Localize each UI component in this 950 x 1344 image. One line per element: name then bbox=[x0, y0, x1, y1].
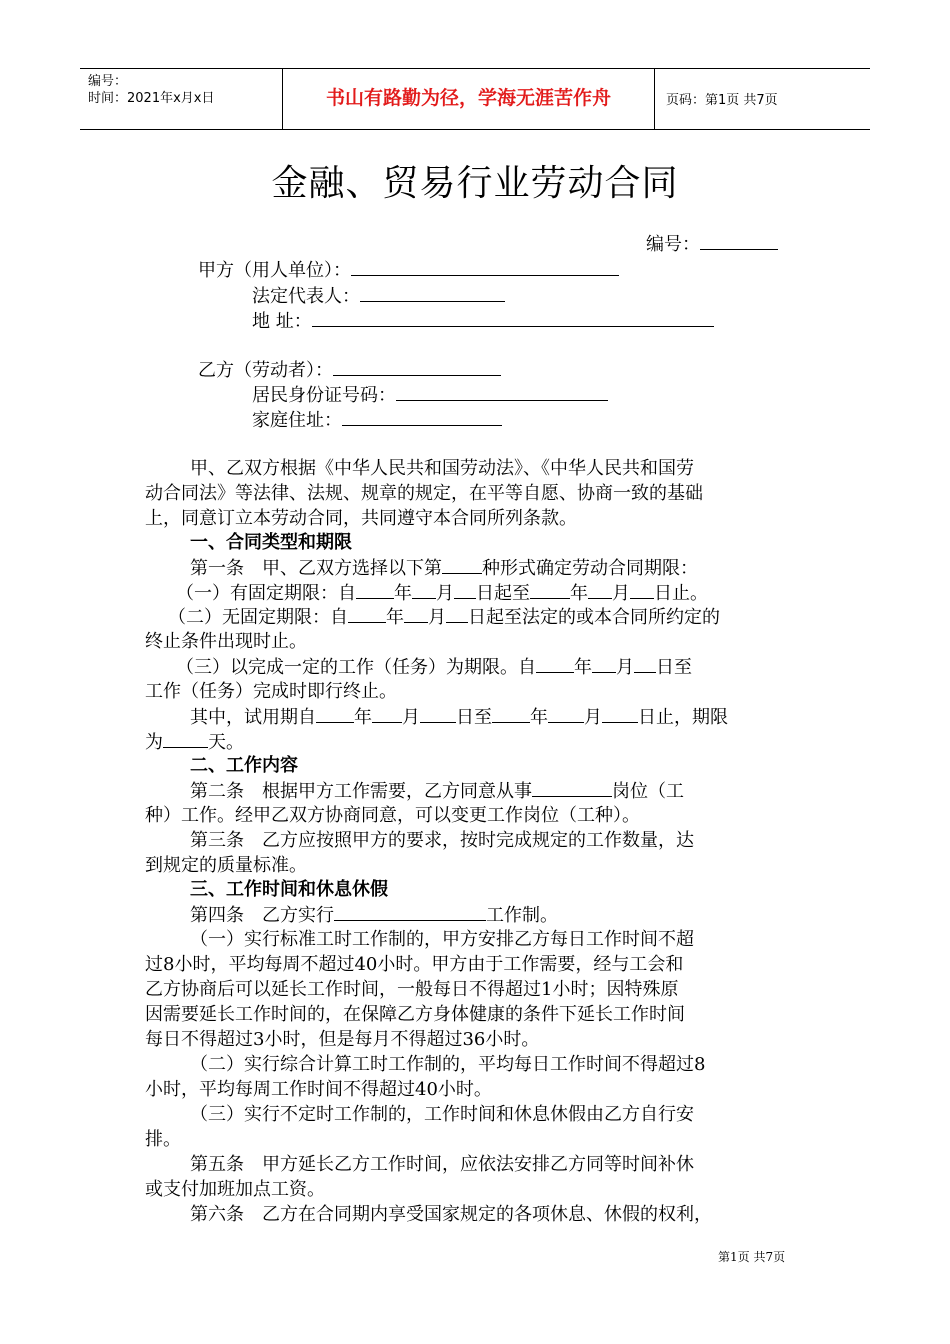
article-5-cont: 或支付加班加点工资。 bbox=[145, 1179, 325, 1200]
text: （三）以完成一定的工作（任务）为期限。自 bbox=[176, 657, 536, 678]
blank[interactable] bbox=[163, 729, 208, 748]
home-address-label: 家庭住址： bbox=[252, 410, 342, 431]
fixed-term bbox=[176, 580, 708, 606]
text: 第一条 甲、乙双方选择以下第 bbox=[190, 558, 442, 579]
header-number: 编号： bbox=[88, 74, 128, 89]
text: 天。 bbox=[208, 732, 244, 753]
text: 第四条 乙方实行 bbox=[190, 905, 334, 926]
text: 日止，期限 bbox=[638, 707, 728, 728]
text: 为 bbox=[145, 732, 163, 753]
contract-number bbox=[646, 231, 778, 257]
section-heading: 一、合同类型和期限 bbox=[190, 532, 352, 553]
blank[interactable] bbox=[548, 704, 584, 723]
text: 月 bbox=[612, 583, 630, 604]
text: 月 bbox=[616, 657, 634, 678]
std-hours: （一）实行标准工时工作制的，甲方安排乙方每日工作时间不超 bbox=[190, 929, 694, 950]
blank[interactable] bbox=[446, 604, 468, 623]
text: 月 bbox=[436, 583, 454, 604]
text: 月 bbox=[428, 607, 446, 628]
text: 月 bbox=[584, 707, 602, 728]
id-number-line bbox=[252, 382, 608, 408]
intro-line: 甲、乙双方根据《中华人民共和国劳动法》、《中华人民共和国劳 bbox=[190, 458, 694, 479]
party-a-line bbox=[198, 257, 619, 283]
blank[interactable] bbox=[536, 654, 574, 673]
header-time: 时间：2021年x月x日 bbox=[88, 91, 215, 106]
blank[interactable] bbox=[316, 704, 354, 723]
article-2 bbox=[190, 778, 684, 804]
blank[interactable] bbox=[442, 555, 482, 574]
header-page-info: 页码：第1页 共7页 bbox=[666, 93, 778, 108]
blank[interactable] bbox=[356, 580, 394, 599]
text: （二）无固定期限：自 bbox=[168, 607, 348, 628]
blank[interactable] bbox=[348, 604, 386, 623]
header-meta bbox=[88, 73, 214, 107]
task-term-cont: 工作（任务）完成时即行终止。 bbox=[145, 681, 397, 702]
text: 工作制。 bbox=[486, 905, 558, 926]
article-5: 第五条 甲方延长乙方工作时间，应依法安排乙方同等时间补休 bbox=[190, 1154, 694, 1175]
text: 年 bbox=[386, 607, 404, 628]
blank[interactable] bbox=[396, 382, 608, 401]
flex-hours: （三）实行不定时工作制的，工作时间和休息休假由乙方自行安 bbox=[190, 1104, 694, 1125]
text: 年 bbox=[530, 707, 548, 728]
text: 年 bbox=[354, 707, 372, 728]
page-header bbox=[80, 68, 870, 130]
section-heading: 二、工作内容 bbox=[190, 755, 298, 776]
address-label: 地 址： bbox=[252, 311, 312, 332]
blank[interactable] bbox=[454, 580, 476, 599]
text: 种形式确定劳动合同期限： bbox=[482, 558, 698, 579]
blank[interactable] bbox=[530, 580, 570, 599]
text: 日至 bbox=[456, 707, 492, 728]
article-2-cont: 种）工作。经甲乙双方协商同意，可以变更工作岗位（工种）。 bbox=[145, 805, 640, 826]
blank[interactable] bbox=[404, 604, 428, 623]
probation bbox=[190, 704, 728, 730]
intro-line: 动合同法》等法律、法规、规章的规定，在平等自愿、协商一致的基础 bbox=[145, 483, 703, 504]
text: 第二条 根据甲方工作需要，乙方同意从事 bbox=[190, 781, 532, 802]
text: 月 bbox=[402, 707, 420, 728]
blank[interactable] bbox=[312, 308, 714, 327]
blank[interactable] bbox=[492, 704, 530, 723]
flex-hours: 排。 bbox=[145, 1129, 181, 1150]
blank[interactable] bbox=[602, 704, 638, 723]
text: 日止。 bbox=[654, 583, 708, 604]
header-divider bbox=[654, 69, 655, 129]
open-term bbox=[168, 604, 720, 630]
article-4 bbox=[190, 902, 558, 928]
blank[interactable] bbox=[342, 407, 502, 426]
section-heading: 三、工作时间和休息休假 bbox=[190, 879, 388, 900]
text: （一）有固定期限：自 bbox=[176, 583, 356, 604]
article-6: 第六条 乙方在合同期内享受国家规定的各项休息、休假的权利， bbox=[190, 1204, 712, 1225]
open-term-cont: 终止条件出现时止。 bbox=[145, 631, 307, 652]
comp-hours: （二）实行综合计算工时工作制的，平均每日工作时间不得超过8 bbox=[190, 1054, 706, 1075]
intro-line: 上，同意订立本劳动合同，共同遵守本合同所列条款。 bbox=[145, 508, 577, 529]
legal-rep-line bbox=[252, 283, 505, 309]
text: 岗位（工 bbox=[612, 781, 684, 802]
article-3: 第三条 乙方应按照甲方的要求，按时完成规定的工作数量，达 bbox=[190, 830, 694, 851]
blank[interactable] bbox=[334, 902, 486, 921]
blank[interactable] bbox=[420, 704, 456, 723]
std-hours: 因需要延长工作时间的，在保障乙方身体健康的条件下延长工作时间 bbox=[145, 1004, 685, 1025]
blank[interactable] bbox=[532, 778, 612, 797]
header-motto: 书山有路勤为径，学海无涯苦作舟 bbox=[325, 87, 611, 109]
blank[interactable] bbox=[700, 231, 778, 250]
text: 其中，试用期自 bbox=[190, 707, 316, 728]
text: 日起至法定的或本合同所约定的 bbox=[468, 607, 720, 628]
party-b-line bbox=[198, 357, 501, 383]
article-1 bbox=[190, 555, 698, 581]
blank[interactable] bbox=[634, 654, 656, 673]
blank[interactable] bbox=[412, 580, 436, 599]
document-title: 金融、贸易行业劳动合同 bbox=[271, 163, 679, 204]
blank[interactable] bbox=[592, 654, 616, 673]
text: 日至 bbox=[656, 657, 692, 678]
text: 日起至 bbox=[476, 583, 530, 604]
std-hours: 过8小时，平均每周不超过40小时。甲方由于工作需要，经与工会和 bbox=[145, 954, 684, 975]
comp-hours: 小时，平均每周工作时间不得超过40小时。 bbox=[145, 1079, 492, 1100]
text: 年 bbox=[570, 583, 588, 604]
contract-number-label: 编号： bbox=[646, 234, 700, 255]
legal-rep-label: 法定代表人： bbox=[252, 286, 360, 307]
page-footer: 第1页 共7页 bbox=[718, 1250, 786, 1264]
blank[interactable] bbox=[360, 283, 505, 302]
blank[interactable] bbox=[372, 704, 402, 723]
text: 年 bbox=[394, 583, 412, 604]
id-number-label: 居民身份证号码： bbox=[252, 385, 396, 406]
party-a-label: 甲方（用人单位）： bbox=[198, 260, 351, 281]
blank[interactable] bbox=[630, 580, 654, 599]
article-3-cont: 到规定的质量标准。 bbox=[145, 855, 307, 876]
home-address-line bbox=[252, 407, 502, 433]
std-hours: 每日不得超过3小时，但是每月不得超过36小时。 bbox=[145, 1029, 540, 1050]
blank[interactable] bbox=[333, 357, 501, 376]
task-term bbox=[176, 654, 692, 680]
text: 年 bbox=[574, 657, 592, 678]
address-line bbox=[252, 308, 714, 334]
probation-cont bbox=[145, 729, 244, 755]
party-b-label: 乙方（劳动者）： bbox=[198, 360, 333, 381]
std-hours: 乙方协商后可以延长工作时间，一般每日不得超过1小时；因特殊原 bbox=[145, 979, 679, 1000]
blank[interactable] bbox=[588, 580, 612, 599]
blank[interactable] bbox=[351, 257, 619, 276]
